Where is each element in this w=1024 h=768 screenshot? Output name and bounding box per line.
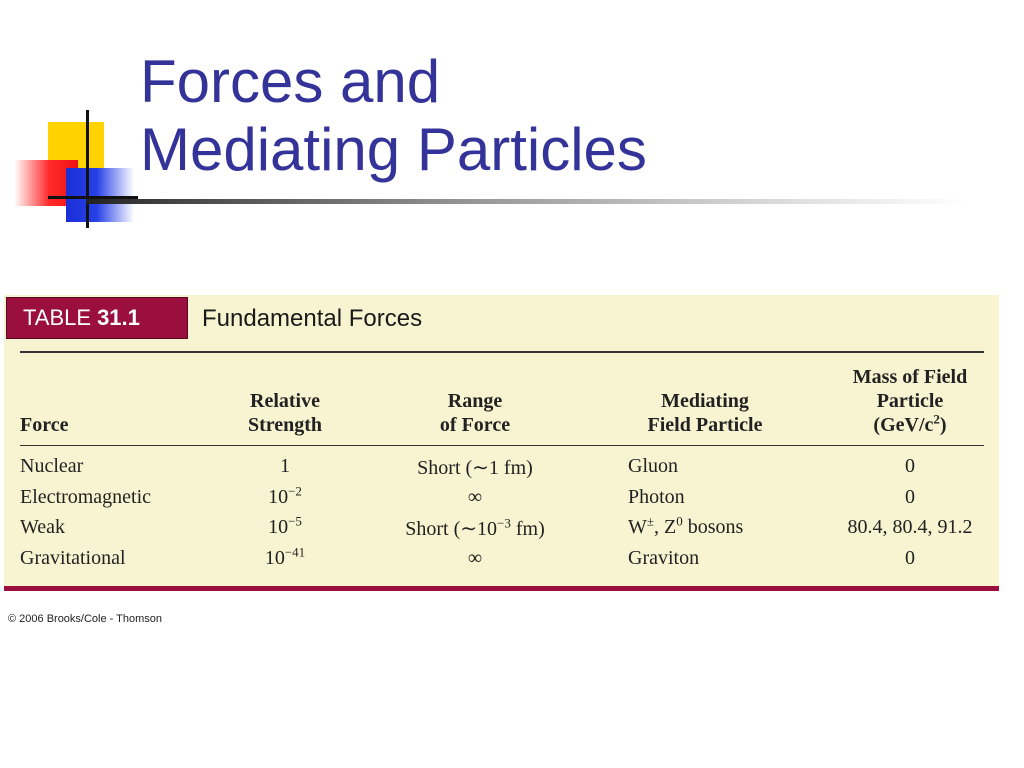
particle-name: W <box>628 516 647 538</box>
strength-cell <box>230 513 340 539</box>
column-header-strength <box>230 389 340 437</box>
particle-charge-2: 0 <box>676 513 683 529</box>
header-line: Mediating <box>661 390 749 412</box>
particle-name: Graviton <box>628 547 700 569</box>
header-line: Field Particle <box>647 414 763 436</box>
particle-name: Gluon <box>628 455 678 477</box>
mass-cell: 0 <box>905 547 915 569</box>
column-header-range <box>380 389 570 437</box>
range-cell <box>380 516 570 541</box>
header-unit-end: ) <box>939 414 947 436</box>
particle-cell <box>628 486 685 509</box>
strength-exponent: −5 <box>288 513 302 529</box>
strength-exponent: −41 <box>284 544 306 560</box>
range-suffix: fm) <box>510 518 545 540</box>
force-cell: Nuclear <box>20 455 84 477</box>
strength-cell <box>230 544 340 570</box>
slide-title <box>140 48 647 184</box>
strength-base: 10 <box>268 516 289 538</box>
title-underline <box>86 199 966 204</box>
header-line: Mass of Field <box>852 366 968 388</box>
blue-square <box>66 168 134 222</box>
range-exponent: −3 <box>497 515 511 531</box>
range-text: Short (∼1 fm) <box>417 457 533 479</box>
mass-cell: 80.4, 80.4, 91.2 <box>847 516 973 538</box>
force-cell: Electromagnetic <box>20 486 152 508</box>
range-text: ∞ <box>467 547 483 569</box>
table-bottom-rule <box>4 586 999 591</box>
table-label-number: 31.1 <box>97 305 140 330</box>
strength-base: 1 <box>280 455 290 477</box>
column-header-particle <box>620 389 790 437</box>
particle-charge: ± <box>646 513 655 529</box>
strength-exponent: −2 <box>288 483 302 499</box>
fundamental-forces-table <box>4 295 999 591</box>
header-line: Strength <box>247 414 323 436</box>
column-header-mass <box>830 365 990 437</box>
particle-cell <box>628 513 744 539</box>
table-top-rule <box>20 351 984 353</box>
mass-cell: 0 <box>905 486 915 508</box>
copyright-notice: © 2006 Brooks/Cole - Thomson <box>8 613 163 625</box>
range-text: Short (∼10 <box>405 518 498 540</box>
header-line: Range <box>447 390 503 412</box>
strength-base: 10 <box>268 486 289 508</box>
strength-cell <box>230 455 340 478</box>
particle-cell <box>628 547 699 570</box>
header-line: of Force <box>439 414 511 436</box>
strength-cell <box>230 483 340 509</box>
table-header-rule <box>20 445 984 446</box>
header-line: Relative <box>250 390 320 412</box>
table-heading: Fundamental Forces <box>202 305 423 332</box>
table-label <box>6 297 188 339</box>
decorative-logo <box>0 0 140 240</box>
particle-name: Photon <box>628 486 685 508</box>
header-line: Particle <box>876 390 944 412</box>
title-line-2: Mediating Particles <box>140 116 647 183</box>
title-line-1: Forces and <box>140 48 441 115</box>
header-unit: (GeV/c <box>873 414 934 436</box>
header-unit-exponent: 2 <box>933 411 940 427</box>
strength-base: 10 <box>264 547 285 569</box>
range-cell <box>380 486 570 509</box>
particle-suffix: bosons <box>682 516 744 538</box>
mass-cell: 0 <box>905 455 915 477</box>
table-label-prefix: TABLE <box>23 305 92 330</box>
force-cell: Weak <box>20 516 66 538</box>
force-cell: Gravitational <box>20 547 126 569</box>
range-cell <box>380 547 570 570</box>
vertical-line <box>86 110 89 228</box>
particle-cell <box>628 455 678 478</box>
range-cell <box>380 455 570 480</box>
particle-name-2: , Z <box>654 516 677 538</box>
column-header-force: Force <box>20 414 69 436</box>
range-text: ∞ <box>467 486 483 508</box>
